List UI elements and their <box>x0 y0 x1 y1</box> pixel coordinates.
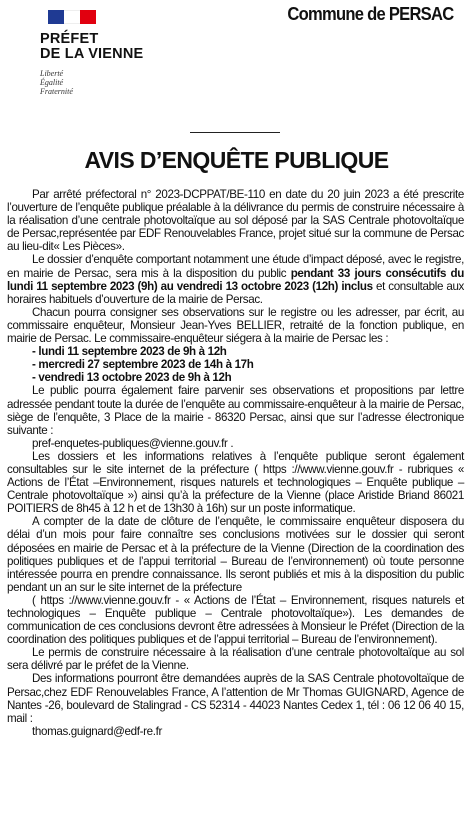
date-item: - mercredi 27 septembre 2023 de 14h à 17h <box>32 358 254 372</box>
motto-fraternite: Fraternité <box>40 87 73 96</box>
motto-liberte: Liberté <box>40 69 64 78</box>
paragraph-permis: Le permis de construire nécessaire à la réalisation d’une centrale photovoltaïque au sol sera délivré par le préfet de la Vienne. <box>7 646 464 673</box>
republic-motto <box>40 69 160 96</box>
email-contact-link[interactable]: thomas.guignard@edf-re.fr <box>32 724 162 738</box>
notice-body <box>7 188 464 738</box>
permanence-dates <box>7 345 464 384</box>
paragraph-internet: Les dossiers et les informations relatives à l’enquête publique seront également consultables sur le site internet de la préfecture ( https ://www.vienne.gouv.fr - rubriques « Actions de l’État –Environnement, risques naturels et technologiques – Enquête publique – Centrale photovoltaïque ») ainsi qu’à la préfecture de la Vienne (place Aristide Briand 86021 POITIERS de 8h45 à 12 h et de 13h30 à 16h) sur un poste informatique. <box>7 449 464 516</box>
date-item: - lundi 11 septembre 2023 de 9h à 12h <box>32 345 227 359</box>
page-title: AVIS D’ENQUÊTE PUBLIQUE <box>84 147 389 173</box>
paragraph-conclusions: A compter de la date de clôture de l’enquête, le commissaire enquêteur disposera du délai d’un mois pour faire connaître ses conclusions motivées sur le dossier qui seront déposées en mairie de Persac et à la préfecture de la Vienne (Direction de la coordination des politiques publiques et de l’appui territorial – Bureau de l’environnement) où toute personne intéressée pourra en prendre connaissance. Ils seront publiés et mis à la disposition du public pendant un an sur le site internet de la préfecture <box>7 515 464 594</box>
paragraph-arrete: Par arrêté préfectoral n° 2023-DCPPAT/BE-110 en date du 20 juin 2023 a été prescrite l’ouverture de l’enquête publique préalable à la délivrance du permis de construire nécessaire à la réalisation d’une centrale photovoltaïque au sol déposé par la SAS Centrale photovoltaïque de Persac,représentée par EDF Renouvelables France, projet situé sur la commune de Persac au lieu-dit« Les Pièces». <box>7 188 464 254</box>
commune-heading: Commune de PERSAC <box>286 4 453 24</box>
paragraph-dossier: Le dossier d’enquête comportant notamment une étude d’impact déposé, avec le registre, en mairie de Persac, sera mis à la disposition du public pendant 33 jours consécutifs du lundi 11 septembre 2023 (9h) au vendredi 13 octobre 2023 (12h) inclus et consultable aux horaires habituels d’ouverture de la mairie de Persac. <box>7 253 465 306</box>
paragraph-informations: Des informations pourront être demandées auprès de la SAS Centrale photovoltaïque de Persac,chez EDF Renouvelables France, A l’attention de Mr Thomas GUIGNARD, Agence de Nantes -26, boulevard de Stalingrad - CS 52314 - 44023 Nantes Cedex 1, tél : 06 12 06 40 15, mail : <box>7 672 464 725</box>
marianne-flag-icon <box>48 10 96 24</box>
enquiry-period: pendant 33 jours consécutifs du lundi 11 septembre 2023 (9h) au vendredi 13 octobre 2023 (12h) inclus <box>7 266 465 293</box>
paragraph-courrier: Le public pourra également faire parvenir ses observations et propositions par lettre adressée pendant toute la durée de l’enquête au commissaire-enquêteur à la mairie de Persac, siège de l’enquête, 3 Place de la mairie - 86320 Persac, ainsi que sur l’adresse électronique suivante : <box>7 384 464 437</box>
date-item: - vendredi 13 octobre 2023 de 9h à 12h <box>32 371 232 385</box>
logo-line-2: DE LA VIENNE <box>40 46 144 62</box>
motto-egalite: Égalité <box>40 78 64 87</box>
paragraph-observations: Chacun pourra consigner ses observations sur le registre ou les adresser, par écrit, au commissaire enquêteur, Monsieur Jean-Yves BELLIER, retraité de la fonction publique, en mairie de Persac. Le commissaire-enquêteur siégera à la mairie de Persac les : <box>7 305 464 346</box>
paragraph-communication: ( https ://www.vienne.gouv.fr - « Actions de l’État – Environnement, risques naturels et technologiques – Enquête publique – Centrale photovoltaïque»). Les demandes de communication de ces conclusions devront être adressées à Monsieur le Préfet (Direction de la coordination des politiques publiques et de l’appui territorial – Bureau de l’environnement). <box>7 593 464 647</box>
logo-line-1: PRÉFET <box>40 31 99 47</box>
prefet-logo <box>40 10 160 96</box>
email-pref-link[interactable]: pref-enquetes-publiques@vienne.gouv.fr . <box>32 436 234 450</box>
title-divider <box>190 132 280 133</box>
